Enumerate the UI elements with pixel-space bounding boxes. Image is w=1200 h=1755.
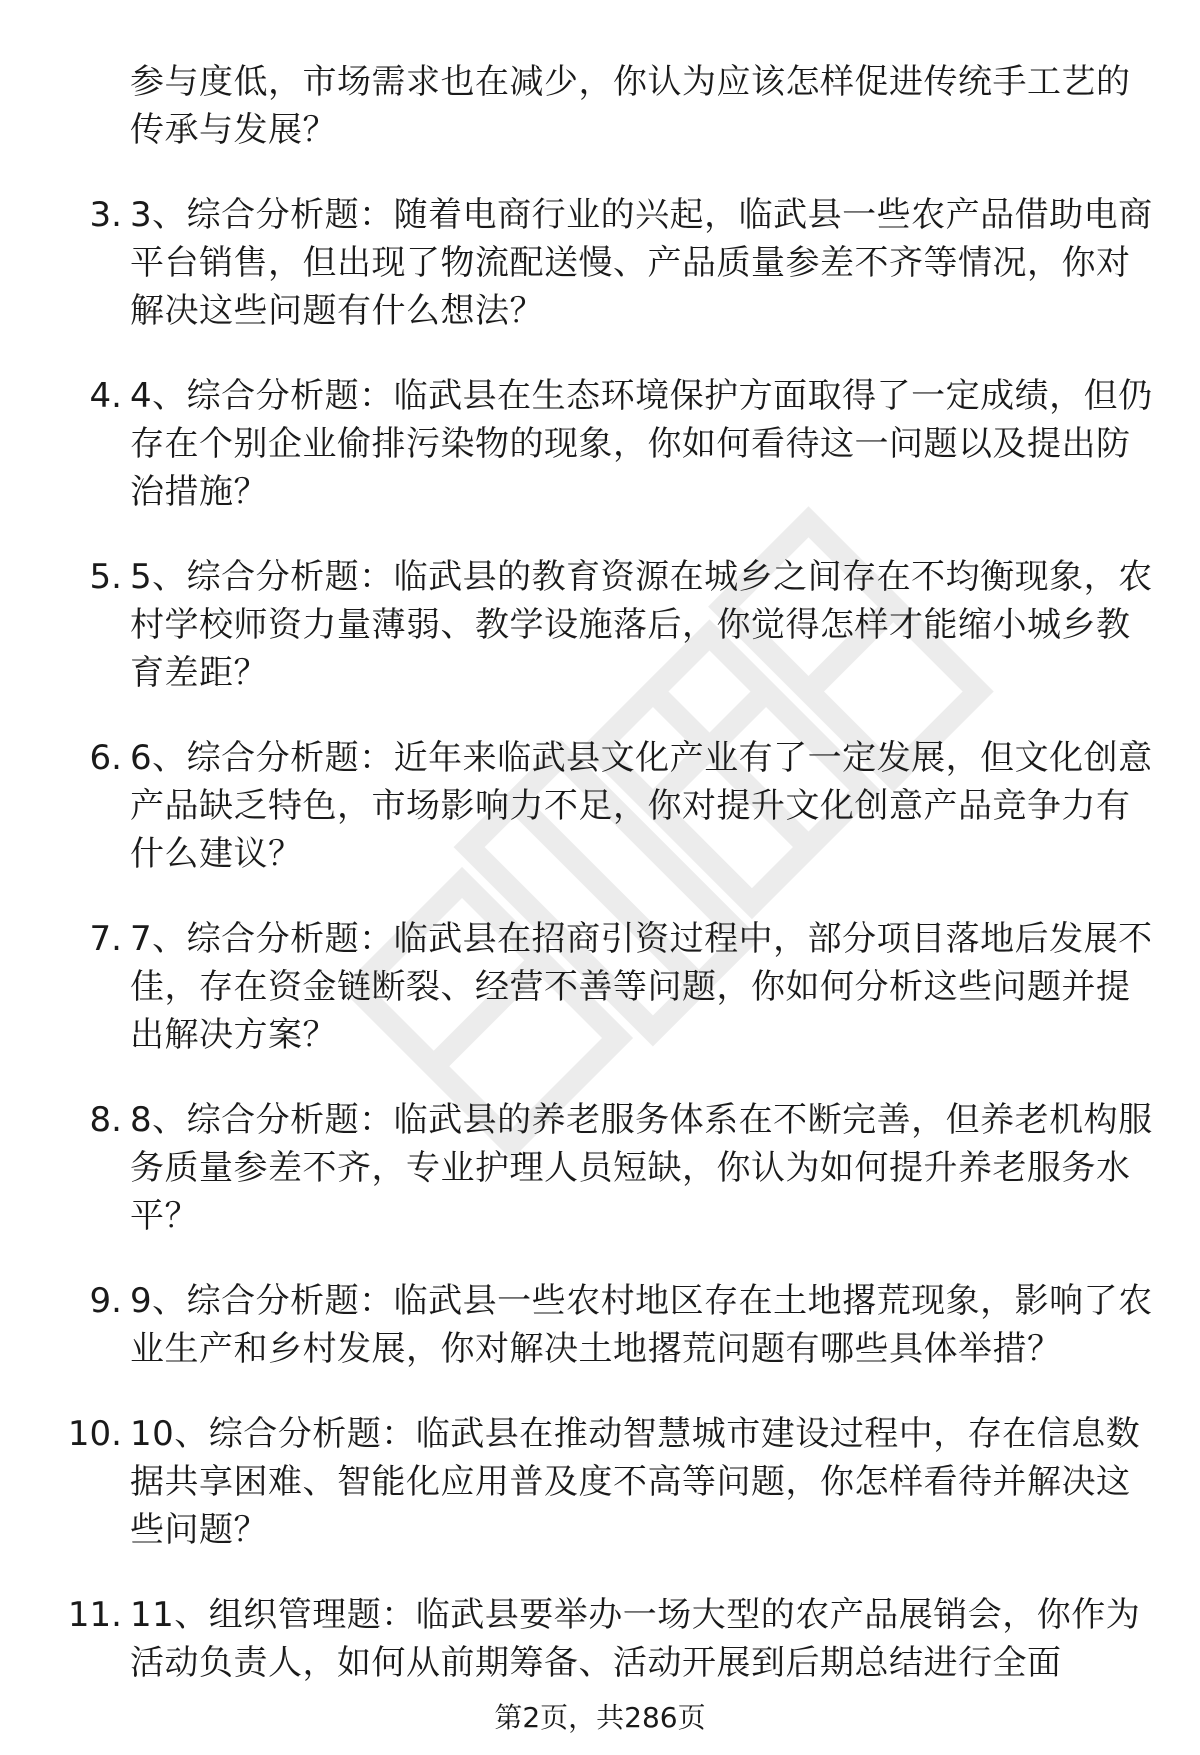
document-content <box>60 58 1160 1687</box>
question-text: 8、综合分析题：临武县的养老服务体系在不断完善，但养老机构服务质量参差不齐，专业护理人员短缺，你认为如何提升养老服务水平？ <box>130 1100 1153 1236</box>
question-item <box>60 553 1160 697</box>
question-number: 9. <box>89 1281 122 1321</box>
question-text: 4、综合分析题：临武县在生态环境保护方面取得了一定成绩，但仍存在个别企业偷排污染物的现象，你如何看待这一问题以及提出防治措施？ <box>130 376 1153 512</box>
question-text: 11、组织管理题：临武县要举办一场大型的农产品展销会，你作为活动负责人，如何从前期筹备、活动开展到后期总结进行全面 <box>130 1595 1141 1683</box>
question-text: 7、综合分析题：临武县在招商引资过程中，部分项目落地后发展不佳，存在资金链断裂、经营不善等问题，你如何分析这些问题并提出解决方案？ <box>130 919 1153 1055</box>
question-item <box>60 1277 1160 1373</box>
question-number: 5. <box>89 557 122 597</box>
question-number: 7. <box>89 919 122 959</box>
question-item <box>60 1410 1160 1554</box>
continuation-paragraph: 参与度低，市场需求也在减少，你认为应该怎样促进传统手工艺的传承与发展？ <box>130 62 1131 150</box>
question-text: 5、综合分析题：临武县的教育资源在城乡之间存在不均衡现象，农村学校师资力量薄弱、教学设施落后，你觉得怎样才能缩小城乡教育差距？ <box>130 557 1153 693</box>
question-text: 9、综合分析题：临武县一些农村地区存在土地撂荒现象，影响了农业生产和乡村发展，你对解决土地撂荒问题有哪些具体举措？ <box>130 1281 1153 1369</box>
question-item <box>60 1096 1160 1240</box>
question-item <box>60 915 1160 1059</box>
question-item <box>60 1591 1160 1687</box>
question-item <box>60 191 1160 335</box>
question-text: 6、综合分析题：近年来临武县文化产业有了一定发展，但文化创意产品缺乏特色，市场影响力不足，你对提升文化创意产品竞争力有什么建议？ <box>130 738 1153 874</box>
question-number: 8. <box>89 1100 122 1140</box>
question-number: 11. <box>67 1595 122 1635</box>
question-item <box>60 372 1160 516</box>
question-list <box>60 191 1160 1687</box>
question-item <box>60 734 1160 878</box>
question-number: 3. <box>89 195 122 235</box>
page-footer: 第2页，共286页 <box>494 1701 706 1734</box>
question-number: 6. <box>89 738 122 778</box>
question-number: 4. <box>89 376 122 416</box>
question-number: 10. <box>67 1414 122 1454</box>
question-text: 10、综合分析题：临武县在推动智慧城市建设过程中，存在信息数据共享困难、智能化应用普及度不高等问题，你怎样看待并解决这些问题？ <box>130 1414 1141 1550</box>
question-text: 3、综合分析题：随着电商行业的兴起，临武县一些农产品借助电商平台销售，但出现了物流配送慢、产品质量参差不齐等情况，你对解决这些问题有什么想法？ <box>130 195 1153 331</box>
